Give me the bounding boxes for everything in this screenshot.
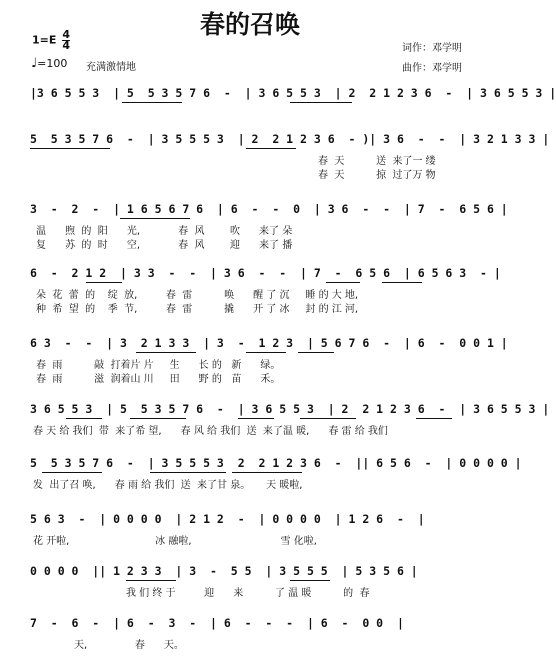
key-signature: [32, 30, 70, 51]
melody-line: 0 0 0 0 || 1 2 3 3 | 3 - 5 5 | 3 5 5 5 | 5 3 5 6 |: [30, 564, 418, 578]
lyric-verse-1: 温 煦 的 阳 光, 春 风 吹 来了 朵: [36, 226, 293, 237]
lyric-verse-2: 复 苏 的 时 空, 春 风 迎 来了 播: [36, 240, 293, 251]
expression-marking: 充满激情地: [86, 62, 136, 73]
melody-line: |3 6 5 5 3 | 5 5 3 5 7 6 - | 3 6 5 5 3 | 2 2 1 2 3 6 - | 3 6 5 5 3 |: [30, 86, 556, 100]
lyricist-credit: 词作：邓学明: [402, 43, 462, 54]
lyric-verse-2: 春 雨 滋 润着山 川 田 野 的 苗 禾。: [36, 374, 281, 385]
melody-line: 7 - 6 - | 6 - 3 - | 6 - - - | 6 - 0 0 |: [30, 616, 404, 630]
lyric-line: 天, 春 天。: [74, 640, 184, 651]
composer-credit: 曲作：邓学明: [402, 63, 462, 74]
melody-line: 5 6 3 - | 0 0 0 0 | 2 1 2 - | 0 0 0 0 | 1 2 6 - |: [30, 512, 425, 526]
lyric-verse-2: 春 天 掠 过了万 物: [318, 170, 436, 181]
melody-line: 6 - 2 1 2 | 3 3 - - | 3 6 - - | 7 - 6 5 6 | 6 5 6 3 - |: [30, 266, 501, 280]
time-signature-top: 4: [62, 28, 71, 41]
lyric-line: 发 出了召 唤, 春 雨 给 我们 送 来了甘 泉。 天 暖啦,: [33, 480, 303, 491]
tempo-value: =100: [37, 57, 68, 70]
time-signature-bottom: 4: [62, 39, 71, 52]
lyric-line: 花 开啦, 冰 融啦, 雪 化啦,: [33, 536, 317, 547]
melody-line: 6 3 - - | 3 2 1 3 3 | 3 - 1 2 3 | 5 6 7 6 - | 6 - 0 0 1 |: [30, 336, 508, 350]
lyric-verse-2: 种 希 望 的 季 节, 春 雷 撬 开 了 冰 封 的 江 河,: [36, 304, 359, 315]
lyric-verse-1: 春 天 送 来了一 缕: [318, 156, 436, 167]
song-title: 春的召唤: [199, 10, 300, 39]
tempo-marking: [31, 56, 67, 71]
lyric-line: 我 们 终 于 迎 来 了 温 暖 的 春: [126, 588, 370, 599]
time-signature: [62, 30, 70, 51]
lyric-line: 春 天 给 我们 带 来了希 望, 春 风 给 我们 送 来了温 暖, 春 雷 给 我们: [33, 426, 388, 437]
melody-line: 3 6 5 5 3 | 5 5 3 5 7 6 - | 3 6 5 5 3 | 2 2 1 2 3 6 - | 3 6 5 5 3 |: [30, 402, 550, 416]
quarter-note-icon: ♩: [31, 56, 38, 71]
melody-line: 5 5 3 5 7 6 - | 3 5 5 5 3 | 2 2 1 2 3 6 - )| 3 6 - - | 3 2 1 3 3 |: [30, 132, 550, 146]
key-label: 1=E: [32, 33, 57, 47]
lyric-verse-1: 春 雨 敲 打着片 片 生 长 的 新 绿。: [36, 360, 281, 371]
melody-line: 5 5 3 5 7 6 - | 3 5 5 5 3 2 2 1 2 3 6 - || 6 5 6 - | 0 0 0 0 |: [30, 456, 522, 470]
lyric-verse-1: 朵 花 蕾 的 绽 放, 春 雷 唤 醒 了 沉 睡 的 大 地,: [36, 290, 359, 301]
melody-line: 3 - 2 - | 1 6 5 6 7 6 | 6 - - 0 | 3 6 - - | 7 - 6 5 6 |: [30, 202, 508, 216]
